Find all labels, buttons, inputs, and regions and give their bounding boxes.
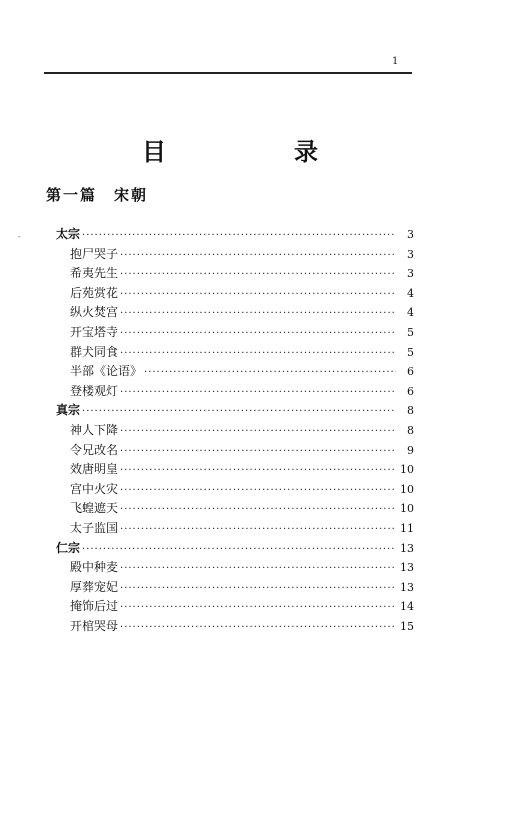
toc-page-number: 5 xyxy=(407,345,414,359)
toc-page-number: 10 xyxy=(400,463,414,477)
toc-entry-label: 掩饰后过 xyxy=(70,599,119,614)
toc-page-number: 3 xyxy=(407,228,414,241)
toc-entry-label: 纵火焚宫 xyxy=(70,305,119,320)
toc-page-number: 4 xyxy=(407,306,414,320)
toc-page-number: 5 xyxy=(407,325,414,339)
toc-list xyxy=(56,225,414,636)
toc-page-number: 13 xyxy=(400,561,414,575)
toc-section-label: 真宗 xyxy=(56,403,81,418)
dot-leader xyxy=(82,226,396,246)
toc-entry-row xyxy=(56,519,414,539)
header-rule xyxy=(44,72,412,74)
toc-entry-label: 抱尸哭子 xyxy=(70,246,119,261)
dot-leader xyxy=(120,461,396,481)
toc-section-row xyxy=(56,225,414,245)
dot-leader xyxy=(120,559,396,579)
dot-leader xyxy=(120,324,396,344)
toc-entry-row xyxy=(56,558,414,578)
toc-entry-label: 群犬同食 xyxy=(70,344,119,359)
toc-entry-label: 开宝塔寺 xyxy=(70,324,119,339)
toc-page-number: 4 xyxy=(407,286,414,300)
dot-leader xyxy=(82,402,396,422)
toc-page-number: 8 xyxy=(407,404,414,418)
toc-entry-row xyxy=(56,499,414,519)
toc-entry-row xyxy=(56,421,414,441)
toc-page-number: 13 xyxy=(400,580,414,594)
dot-leader xyxy=(144,363,396,383)
toc-entry-label: 效唐明皇 xyxy=(70,462,119,477)
toc-entry-label: 太子监国 xyxy=(70,520,119,535)
toc-entry-row xyxy=(56,362,414,382)
dot-leader xyxy=(120,422,396,442)
toc-entry-row xyxy=(56,578,414,598)
dot-leader xyxy=(120,500,396,520)
dot-leader xyxy=(82,540,396,560)
toc-entry-label: 宫中火灾 xyxy=(70,481,119,496)
toc-entry-row xyxy=(56,284,414,304)
toc-entry-row xyxy=(56,597,414,617)
dot-leader xyxy=(120,285,396,305)
toc-entry-label: 飞蝗遮天 xyxy=(70,501,119,516)
toc-entry-label: 殿中种麦 xyxy=(70,560,119,575)
page-number: 1 xyxy=(392,56,399,67)
toc-title: 目 录 xyxy=(142,138,370,166)
dot-leader xyxy=(120,344,396,364)
dot-leader xyxy=(120,598,396,618)
dot-leader xyxy=(120,481,396,501)
toc-page-number: 15 xyxy=(400,619,414,633)
toc-page-number: 3 xyxy=(407,247,414,261)
toc-page-number: 3 xyxy=(407,267,414,281)
toc-page-number: 11 xyxy=(400,521,414,535)
toc-page-number: 13 xyxy=(400,541,414,555)
toc-entry-label: 令兄改名 xyxy=(70,442,119,457)
dot-leader xyxy=(120,383,396,403)
dot-leader xyxy=(120,304,396,324)
toc-section-label: 太宗 xyxy=(56,227,81,241)
dot-leader xyxy=(120,520,396,540)
toc-entry-row xyxy=(56,480,414,500)
dot-leader xyxy=(120,442,396,462)
toc-entry-row xyxy=(56,441,414,461)
toc-entry-label: 希夷先生 xyxy=(70,266,119,281)
dot-leader xyxy=(120,579,396,599)
toc-entry-row xyxy=(56,245,414,265)
toc-entry-label: 半部《论语》 xyxy=(70,364,143,379)
toc-page-number: 6 xyxy=(407,365,414,379)
toc-page-number: 14 xyxy=(400,600,414,614)
toc-page-number: 6 xyxy=(407,384,414,398)
toc-entry-label: 神人下降 xyxy=(70,422,119,437)
toc-page-number: 10 xyxy=(400,482,414,496)
toc-page-number: 10 xyxy=(400,502,414,516)
toc-entry-label: 后苑赏花 xyxy=(70,285,119,300)
toc-entry-label: 厚葬宠妃 xyxy=(70,579,119,594)
toc-entry-row xyxy=(56,343,414,363)
toc-entry-label: 开棺哭母 xyxy=(70,618,119,633)
part-heading: 第一篇 宋朝 xyxy=(46,186,149,204)
dot-leader xyxy=(120,618,396,638)
toc-entry-row xyxy=(56,460,414,480)
toc-entry-row xyxy=(56,323,414,343)
toc-page-number: 9 xyxy=(407,443,414,457)
toc-section-row xyxy=(56,539,414,559)
dot-leader xyxy=(120,246,396,266)
dot-leader xyxy=(120,265,396,285)
margin-mark: - xyxy=(18,232,21,241)
toc-section-label: 仁宗 xyxy=(56,540,81,555)
toc-section-row xyxy=(56,401,414,421)
toc-entry-label: 登楼观灯 xyxy=(70,383,119,398)
toc-page-number: 8 xyxy=(407,423,414,437)
toc-entry-row xyxy=(56,264,414,284)
toc-entry-row xyxy=(56,617,414,637)
toc-entry-row xyxy=(56,382,414,402)
toc-entry-row xyxy=(56,303,414,323)
